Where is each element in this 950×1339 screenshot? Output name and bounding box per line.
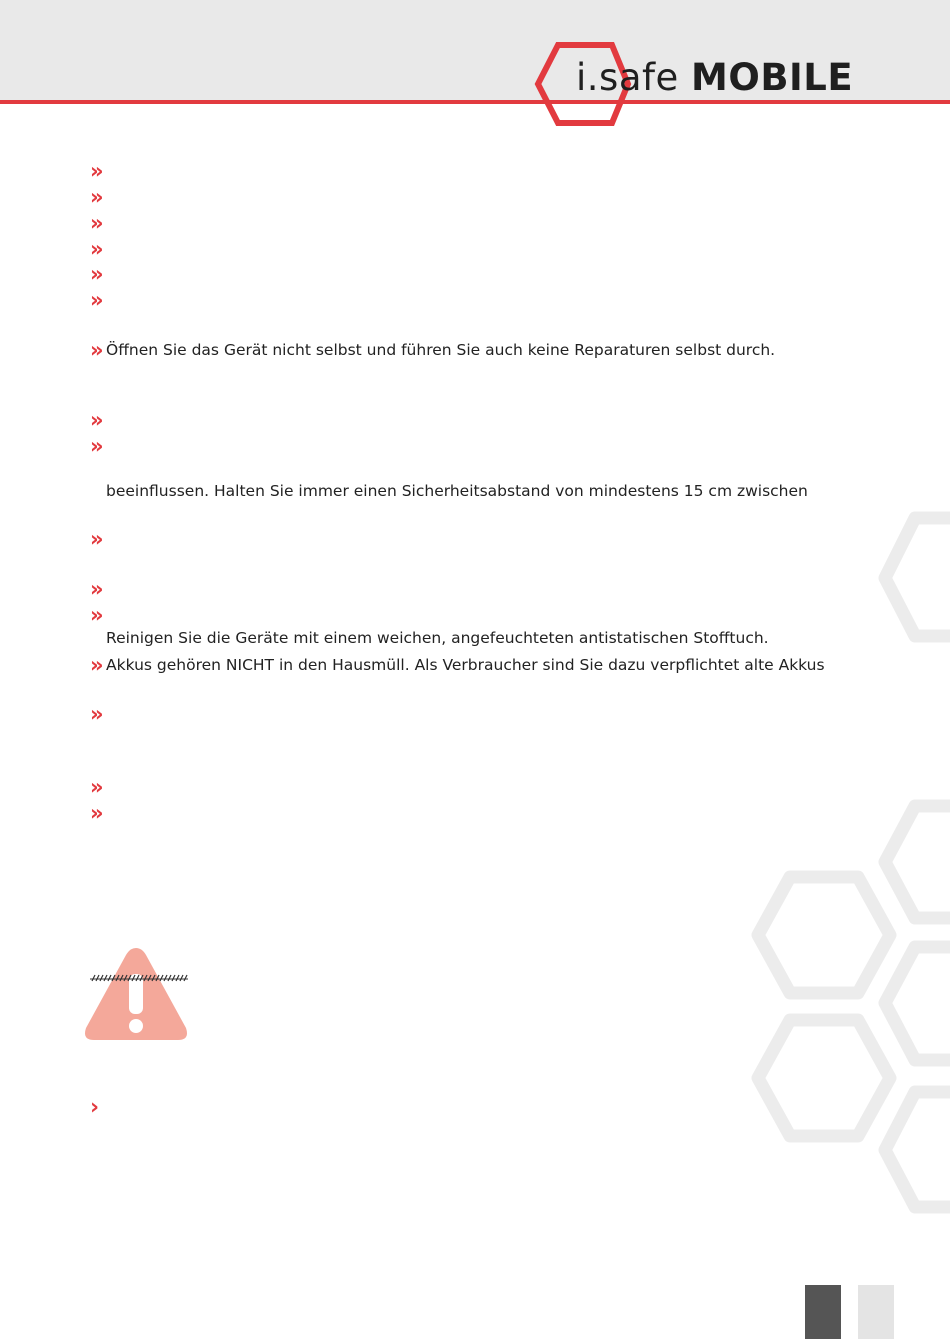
- bullet-marker: »: [90, 603, 104, 627]
- bullet-marker: »: [90, 577, 104, 601]
- bullet-marker: »: [90, 338, 104, 362]
- bullet-marker: »: [90, 434, 104, 458]
- bullet-marker: »: [90, 288, 104, 312]
- text-line-cleaning: Reinigen Sie die Geräte mit einem weichen, angefeuchteten antistatischen Stofftuch.: [106, 629, 769, 647]
- bullet-marker: »: [90, 408, 104, 432]
- hexagon-shape: [758, 877, 890, 993]
- text-line-distance: beeinflussen. Halten Sie immer einen Sicherheitsabstand von mindestens 15 cm zwischen: [106, 482, 808, 500]
- brand-logo: [530, 40, 950, 130]
- hexagon-shape: [885, 806, 950, 918]
- brand-prefix: i.safe: [576, 56, 679, 99]
- hexagon-shape: [885, 1092, 950, 1207]
- hexagon-shape: [885, 947, 950, 1060]
- brand-wordmark: [576, 56, 853, 99]
- bullet-marker: »: [90, 159, 104, 183]
- page-tab-light: [858, 1285, 894, 1339]
- page-tab-dark: [805, 1285, 841, 1339]
- single-bullet-marker: ›: [90, 1095, 100, 1120]
- bullet-marker: »: [90, 237, 104, 261]
- bullet-marker: »: [90, 211, 104, 235]
- text-line-open-device: Öffnen Sie das Gerät nicht selbst und führen Sie auch keine Reparaturen selbst durch.: [106, 341, 776, 359]
- bullet-marker: »: [90, 775, 104, 799]
- bullet-marker: »: [90, 262, 104, 286]
- bullet-marker: »: [90, 185, 104, 209]
- bullet-marker: »: [90, 702, 104, 726]
- hexagon-shape: [885, 518, 950, 636]
- bullet-marker: »: [90, 653, 104, 677]
- text-line-batteries: Akkus gehören NICHT in den Hausmüll. Als Verbraucher sind Sie dazu verpflichtet alte Akkus: [106, 656, 825, 674]
- bullet-marker: »: [90, 801, 104, 825]
- hexagon-shape: [758, 1020, 890, 1136]
- warning-triangle-icon: [80, 944, 192, 1044]
- bullet-marker: »: [90, 527, 104, 551]
- brand-name: MOBILE: [691, 56, 854, 99]
